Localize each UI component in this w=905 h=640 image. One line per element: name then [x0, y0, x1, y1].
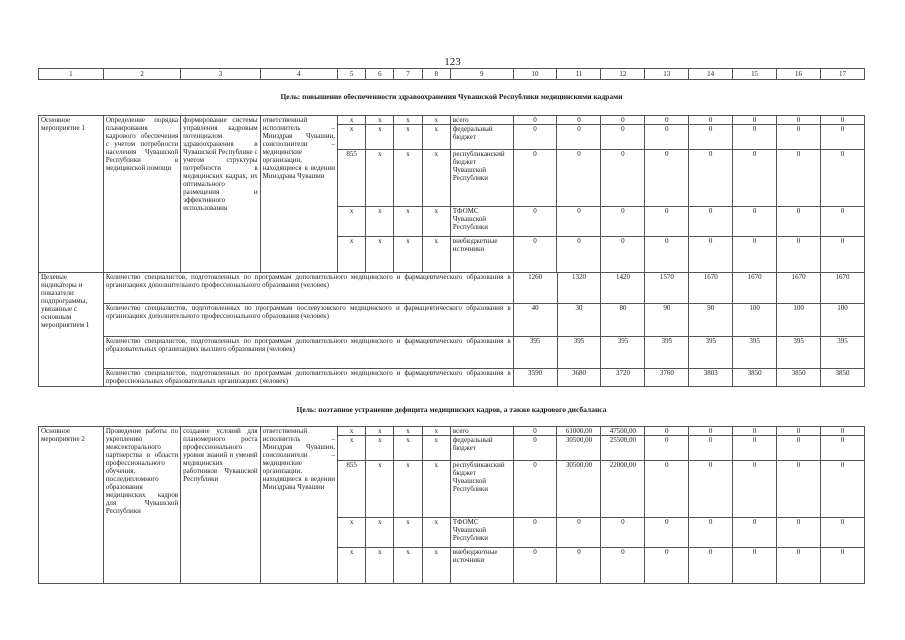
budget-code: x — [366, 548, 394, 584]
funding-source: внебюджетные источники — [450, 548, 513, 584]
column-number: 2 — [103, 69, 180, 80]
budget-code: x — [394, 207, 422, 237]
indicator-value: 3590 — [513, 369, 557, 387]
column-number: 10 — [513, 69, 557, 80]
funding-value: 0 — [557, 237, 601, 273]
funding-source: всего — [450, 427, 513, 436]
budget-code: x — [422, 150, 450, 207]
column-number: 6 — [366, 69, 394, 80]
budget-code: x — [422, 116, 450, 125]
funding-value: 47500,00 — [601, 427, 645, 436]
funding-value: 0 — [557, 116, 601, 125]
funding-source: ТФОМС Чувашской Республики — [450, 207, 513, 237]
indicator-value: 395 — [645, 337, 689, 369]
indicator-text: Количество специалистов, подготовленных по программам дополнительного медицинского и фармацевтического образования в организациях дополнительного профессионального образования (человек) — [103, 273, 513, 304]
funding-value: 0 — [645, 237, 689, 273]
budget-code: x — [422, 548, 450, 584]
budget-code: x — [394, 116, 422, 125]
budget-code: x — [366, 207, 394, 237]
column-number: 11 — [557, 69, 601, 80]
funding-value: 0 — [777, 237, 821, 273]
budget-code: x — [422, 125, 450, 150]
funding-value: 0 — [820, 518, 864, 548]
budget-code: x — [394, 125, 422, 150]
funding-value: 0 — [645, 548, 689, 584]
funding-value: 0 — [777, 116, 821, 125]
column-number: 14 — [689, 69, 733, 80]
budget-code: x — [422, 207, 450, 237]
indicator-value: 30 — [557, 304, 601, 337]
indicator-value: 395 — [601, 337, 645, 369]
funding-value: 0 — [513, 427, 557, 436]
indicator-value: 395 — [777, 337, 821, 369]
column-number: 15 — [733, 69, 777, 80]
budget-code: 855 — [337, 150, 365, 207]
funding-value: 0 — [777, 461, 821, 518]
funding-value: 0 — [689, 461, 733, 518]
budget-code: x — [394, 461, 422, 518]
funding-value: 0 — [777, 518, 821, 548]
indicator-row — [39, 369, 865, 387]
budget-code: x — [394, 436, 422, 461]
budget-code: x — [422, 237, 450, 273]
funding-value: 0 — [733, 237, 777, 273]
funding-value: 0 — [557, 125, 601, 150]
column-number: 9 — [450, 69, 513, 80]
funding-value: 0 — [689, 548, 733, 584]
budget-code: x — [337, 116, 365, 125]
activity-c2: Определение порядка планирования кадрового обеспечения с учетом потребности населения Чувашской Республики в медицинской помощи — [103, 116, 180, 273]
funding-value: 0 — [689, 427, 733, 436]
funding-value: 0 — [513, 518, 557, 548]
indicator-value: 395 — [513, 337, 557, 369]
activity-c3: формирование системы управления кадровым потенциалом здравоохранения в Чувашской Республике с учетом структуры потребности в медицинских кадрах, их оптимального размещения и эффективного использования — [181, 116, 260, 273]
funding-value: 0 — [513, 436, 557, 461]
indicator-value: 1670 — [689, 273, 733, 304]
funding-value: 25500,00 — [601, 436, 645, 461]
indicator-value: 3850 — [733, 369, 777, 387]
funding-value: 0 — [820, 116, 864, 125]
funding-value: 0 — [820, 237, 864, 273]
budget-code: x — [337, 237, 365, 273]
budget-code: x — [422, 518, 450, 548]
indicator-text: Количество специалистов, подготовленных по программам послевузовского медицинского и фармацевтического образования в организациях дополнительного профессионального образования (человек) — [103, 304, 513, 337]
funding-value: 0 — [689, 116, 733, 125]
funding-value: 0 — [689, 207, 733, 237]
table-row — [39, 427, 865, 436]
funding-value: 0 — [645, 150, 689, 207]
funding-value: 0 — [820, 150, 864, 207]
funding-source: федеральный бюджет — [450, 125, 513, 150]
funding-value: 0 — [733, 548, 777, 584]
funding-value: 0 — [513, 461, 557, 518]
budget-code: x — [366, 116, 394, 125]
funding-value: 0 — [645, 207, 689, 237]
funding-value: 0 — [513, 125, 557, 150]
indicator-value: 40 — [513, 304, 557, 337]
funding-value: 0 — [777, 207, 821, 237]
funding-value: 0 — [733, 150, 777, 207]
budget-code: x — [366, 461, 394, 518]
funding-value: 0 — [557, 150, 601, 207]
funding-value: 0 — [733, 207, 777, 237]
column-number: 17 — [820, 69, 864, 80]
activity-table-2 — [38, 426, 865, 584]
funding-value: 0 — [777, 548, 821, 584]
budget-code: x — [337, 427, 365, 436]
goal-heading-2: Цель: поэтапное устранение дефицита медицинских кадров, а также кадрового дисбаланса — [296, 405, 607, 414]
funding-value: 0 — [820, 548, 864, 584]
budget-code: x — [337, 125, 365, 150]
funding-value: 0 — [645, 125, 689, 150]
indicator-value: 100 — [777, 304, 821, 337]
column-number: 13 — [645, 69, 689, 80]
funding-value: 0 — [733, 518, 777, 548]
funding-value: 0 — [733, 427, 777, 436]
table-row — [39, 116, 865, 125]
budget-code: x — [422, 436, 450, 461]
indicator-value: 395 — [557, 337, 601, 369]
budget-code: x — [394, 150, 422, 207]
column-number: 7 — [394, 69, 422, 80]
funding-value: 0 — [601, 237, 645, 273]
funding-value: 0 — [689, 436, 733, 461]
funding-value: 0 — [601, 548, 645, 584]
funding-value: 0 — [645, 427, 689, 436]
funding-source: республиканский бюджет Чувашской Республики — [450, 150, 513, 207]
indicator-row — [39, 273, 865, 304]
activity-c1: Основное мероприятие 1 — [39, 116, 104, 273]
indicator-value: 1670 — [821, 273, 865, 304]
column-number: 5 — [337, 69, 365, 80]
funding-value: 61000,00 — [557, 427, 601, 436]
funding-value: 0 — [733, 436, 777, 461]
budget-code: x — [394, 518, 422, 548]
indicators-table — [38, 272, 865, 387]
indicator-value: 1420 — [601, 273, 645, 304]
funding-value: 0 — [689, 125, 733, 150]
budget-code: 855 — [337, 461, 365, 518]
funding-value: 0 — [513, 207, 557, 237]
funding-value: 22000,00 — [601, 461, 645, 518]
budget-code: x — [366, 237, 394, 273]
funding-value: 0 — [777, 436, 821, 461]
budget-code: x — [422, 427, 450, 436]
funding-value: 0 — [777, 427, 821, 436]
budget-code: x — [337, 207, 365, 237]
activity-c2: Проведение работы по укреплению межсекторального партнерства в области профессионального обучения, последипломного образования медицинских кадров для Чувашской Республики — [103, 427, 180, 584]
indicator-value: 395 — [733, 337, 777, 369]
indicator-value: 100 — [733, 304, 777, 337]
indicator-value: 1570 — [645, 273, 689, 304]
funding-value: 0 — [689, 150, 733, 207]
indicator-value: 90 — [645, 304, 689, 337]
funding-source: ТФОМС Чувашской Республики — [450, 518, 513, 548]
column-number: 3 — [181, 69, 260, 80]
indicator-text: Количество специалистов, подготовленных по программам дополнительного медицинского и фармацевтического образования в образовательных организациях высшего образования (человек) — [103, 337, 513, 369]
funding-value: 0 — [601, 116, 645, 125]
funding-value: 0 — [601, 150, 645, 207]
activity-c3: создание условий для планомерного роста профессионального уровня знаний и умений медицинских работников Чувашской Республики — [181, 427, 260, 584]
budget-code: x — [337, 518, 365, 548]
funding-value: 0 — [689, 518, 733, 548]
budget-code: x — [366, 150, 394, 207]
indicator-value: 3850 — [821, 369, 865, 387]
funding-value: 0 — [820, 461, 864, 518]
page-number: 123 — [444, 56, 461, 68]
goal-heading-1: Цель: повышение обеспеченности здравоохранения Чувашской Республики медицинскими кадрами — [280, 92, 623, 101]
funding-value: 0 — [689, 237, 733, 273]
funding-source: республиканский бюджет Чувашской Республики — [450, 461, 513, 518]
funding-value: 0 — [601, 207, 645, 237]
funding-value: 0 — [513, 150, 557, 207]
funding-value: 0 — [557, 207, 601, 237]
indicator-value: 1670 — [733, 273, 777, 304]
budget-code: x — [422, 461, 450, 518]
budget-code: x — [366, 436, 394, 461]
funding-value: 30500,00 — [557, 461, 601, 518]
funding-source: федеральный бюджет — [450, 436, 513, 461]
indicator-row — [39, 337, 865, 369]
funding-value: 0 — [820, 125, 864, 150]
indicator-value: 3803 — [689, 369, 733, 387]
indicator-value: 395 — [689, 337, 733, 369]
funding-value: 0 — [820, 436, 864, 461]
funding-value: 0 — [513, 116, 557, 125]
budget-code: x — [337, 436, 365, 461]
funding-value: 0 — [777, 150, 821, 207]
funding-value: 0 — [645, 116, 689, 125]
funding-value: 0 — [557, 548, 601, 584]
funding-value: 0 — [557, 518, 601, 548]
budget-code: x — [394, 237, 422, 273]
indicator-value: 80 — [601, 304, 645, 337]
column-header-row — [38, 68, 865, 80]
column-number: 12 — [601, 69, 645, 80]
budget-code: x — [366, 427, 394, 436]
funding-value: 0 — [645, 518, 689, 548]
column-number: 8 — [422, 69, 450, 80]
funding-value: 0 — [820, 207, 864, 237]
funding-source: всего — [450, 116, 513, 125]
activity-c1: Основное мероприятие 2 — [39, 427, 104, 584]
activity-c4: ответственный исполнитель – Минздрав Чувашии, соисполнители – медицинские организации, находящиеся в ведении Минздрава Чувашии — [260, 427, 337, 584]
funding-value: 0 — [733, 125, 777, 150]
budget-code: x — [394, 548, 422, 584]
column-number: 1 — [39, 69, 104, 80]
funding-value: 0 — [733, 461, 777, 518]
indicator-value: 3680 — [557, 369, 601, 387]
funding-value: 0 — [513, 237, 557, 273]
funding-value: 0 — [820, 427, 864, 436]
indicator-value: 100 — [821, 304, 865, 337]
funding-value: 0 — [645, 436, 689, 461]
funding-value: 0 — [601, 125, 645, 150]
activity-table-1 — [38, 115, 865, 273]
funding-value: 0 — [645, 461, 689, 518]
indicator-row — [39, 304, 865, 337]
indicator-text: Количество специалистов, подготовленных по программам дополнительного медицинского и фармацевтического образования в профессиональных образовательных организациях (человек) — [103, 369, 513, 387]
column-number: 16 — [777, 69, 821, 80]
indicator-value: 3760 — [645, 369, 689, 387]
funding-value: 0 — [733, 116, 777, 125]
indicator-value: 90 — [689, 304, 733, 337]
activity-c4: ответственный исполнитель – Минздрав Чувашии, соисполнители – медицинские организации, находящиеся в ведении Минздрава Чувашии — [260, 116, 337, 273]
funding-value: 30500,00 — [557, 436, 601, 461]
funding-value: 0 — [777, 125, 821, 150]
column-number: 4 — [260, 69, 337, 80]
indicator-value: 395 — [821, 337, 865, 369]
indicator-value: 1260 — [513, 273, 557, 304]
indicators-label: Целевые индикаторы и показатели подпрограммы, увязанные с основным мероприятием 1 — [39, 273, 104, 387]
indicator-value: 3720 — [601, 369, 645, 387]
budget-code: x — [366, 125, 394, 150]
budget-code: x — [337, 548, 365, 584]
funding-value: 0 — [513, 548, 557, 584]
indicator-value: 3850 — [777, 369, 821, 387]
indicator-value: 1670 — [777, 273, 821, 304]
indicator-value: 1320 — [557, 273, 601, 304]
budget-code: x — [366, 518, 394, 548]
funding-source: внебюджетные источники — [450, 237, 513, 273]
budget-code: x — [394, 427, 422, 436]
funding-value: 0 — [601, 518, 645, 548]
